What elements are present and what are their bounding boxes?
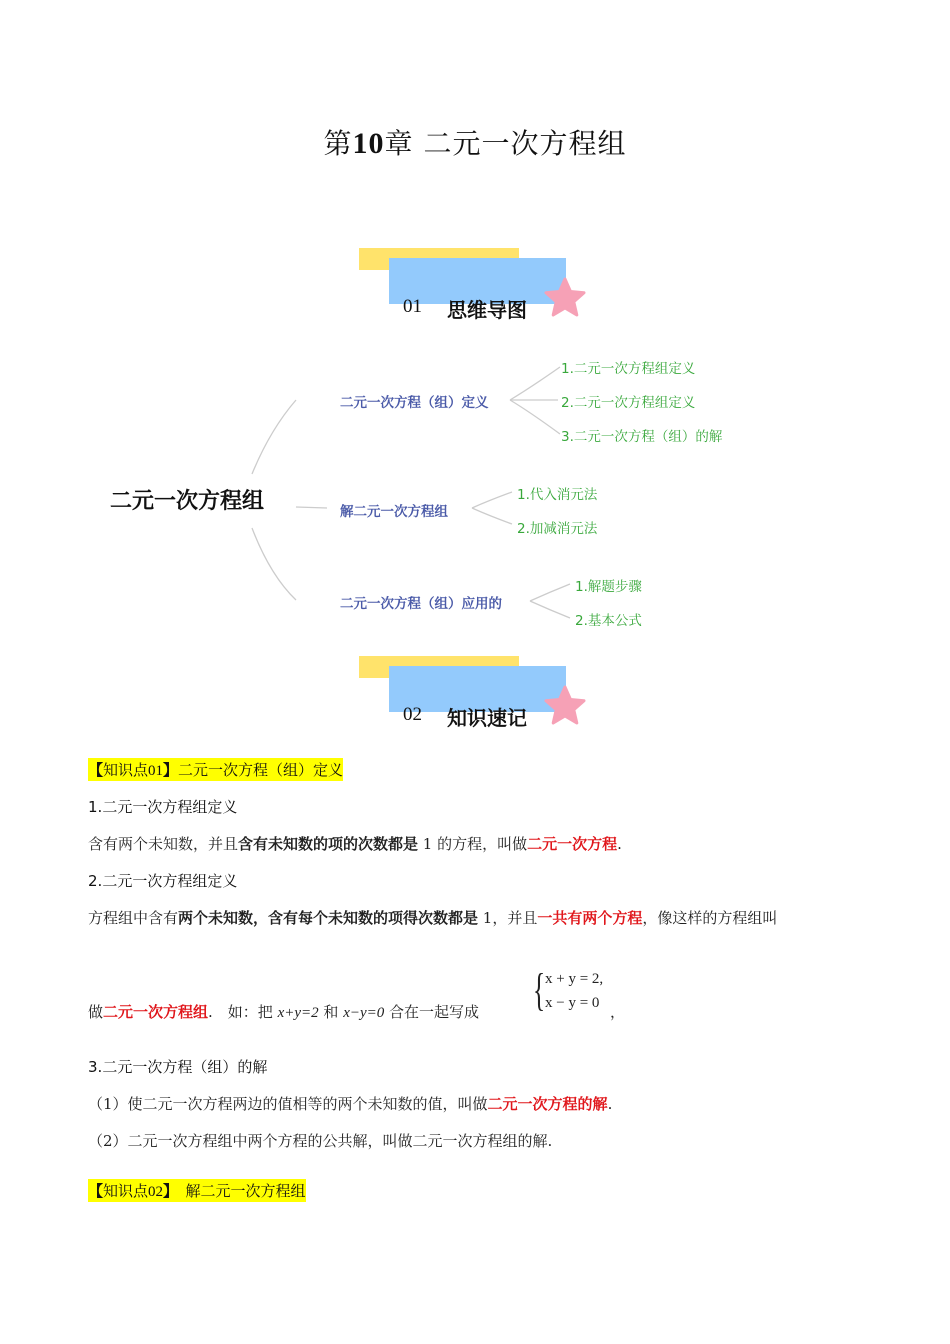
highlight-text: 一共有两个方程 xyxy=(537,909,643,927)
text: . xyxy=(607,1095,613,1113)
section-number: 01 xyxy=(403,296,422,317)
solution-paragraph xyxy=(88,1093,612,1114)
mind-map-branch: 解二元一次方程组 xyxy=(340,504,448,520)
bracket-open: 【 xyxy=(88,761,104,779)
text: 做 xyxy=(88,1003,104,1021)
mind-map-leaf: 2.加减消元法 xyxy=(517,521,598,537)
kp-number: 01 xyxy=(148,763,164,779)
mind-map-leaf: 3.二元一次方程（组）的解 xyxy=(561,429,723,445)
mind-map-branch: 二元一次方程（组）定义 xyxy=(340,395,489,411)
text: （1）使二元一次方程两边的值相等的两个未知数的值，叫做 xyxy=(88,1095,488,1113)
text: 含有两个未知数，并且 xyxy=(88,835,239,853)
text: 1 xyxy=(418,835,438,853)
mind-map-leaf: 1.二元一次方程组定义 xyxy=(561,361,696,377)
definition-paragraph xyxy=(88,833,622,854)
text: 和 xyxy=(318,1003,344,1021)
star-icon xyxy=(543,276,587,320)
solution-paragraph: （2）二元一次方程组中两个方程的公共解，叫做二元一次方程组的解. xyxy=(88,1132,553,1150)
mind-map-root: 二元一次方程组 xyxy=(110,489,265,514)
mind-map-leaf: 2.二元一次方程组定义 xyxy=(561,395,696,411)
text: . 如：把 xyxy=(208,1003,278,1021)
highlight-text: 二元一次方程的解 xyxy=(487,1095,608,1113)
kp-title: 解二元一次方程组 xyxy=(170,1182,306,1200)
left-brace: { xyxy=(533,964,546,1015)
example-paragraph xyxy=(88,1001,479,1022)
text: . xyxy=(617,835,622,853)
kp-title: 二元一次方程（组）定义 xyxy=(178,761,344,779)
star-icon xyxy=(543,684,587,728)
mind-map-branch: 二元一次方程（组）应用的 xyxy=(340,596,502,612)
item-heading xyxy=(88,1056,267,1077)
mind-map-leaf: 2.基本公式 xyxy=(575,613,642,629)
section-label: 思维导图 xyxy=(447,298,527,322)
item-heading xyxy=(88,796,237,817)
section-number: 02 xyxy=(403,704,422,725)
heading-number: 1. xyxy=(88,798,103,816)
highlight-text: 二元一次方程 xyxy=(527,835,618,853)
mind-map-leaf: 1.代入消元法 xyxy=(517,487,598,503)
mind-map-leaf: 1.解题步骤 xyxy=(575,579,642,595)
item-heading xyxy=(88,870,237,891)
section-label: 知识速记 xyxy=(447,706,527,730)
bold-text: 两个未知数，含有每个未知数的项得次数都是 xyxy=(178,909,479,927)
mind-map xyxy=(0,340,950,640)
definition-paragraph xyxy=(88,907,777,928)
bold-text: 含有未知数的项的次数都是 xyxy=(238,835,419,853)
bracket-close: 】 xyxy=(163,761,179,779)
text: 方程组中含有 xyxy=(88,909,179,927)
knowledge-point-tag xyxy=(88,758,343,781)
equation-line: x + y = 2, xyxy=(545,971,604,987)
section-header-mindmap xyxy=(355,248,595,328)
kp-prefix: 知识点 xyxy=(103,1182,149,1200)
heading-text: 二元一次方程（组）的解 xyxy=(102,1058,268,1076)
chapter-number: 10 xyxy=(352,127,385,160)
title-prefix: 第 xyxy=(323,127,353,160)
heading-number: 2. xyxy=(88,872,103,890)
knowledge-point-tag xyxy=(88,1179,306,1202)
text: 1，并且 xyxy=(478,909,538,927)
kp-number: 02 xyxy=(148,1184,164,1200)
text: 合在一起写成 xyxy=(384,1003,480,1021)
trailing-comma: ， xyxy=(610,1003,626,1021)
text: 的方程，叫做 xyxy=(437,835,528,853)
title-suffix: 章 二元一次方程组 xyxy=(384,127,627,160)
heading-text: 二元一次方程组定义 xyxy=(102,872,238,890)
equation: x+y=2 xyxy=(277,1005,319,1021)
heading-number: 3. xyxy=(88,1058,103,1076)
equation-line: x − y = 0 xyxy=(545,995,600,1011)
highlight-text: 二元一次方程组 xyxy=(103,1003,209,1021)
text: ，像这样的方程组叫 xyxy=(642,909,778,927)
equation: x−y=0 xyxy=(343,1005,385,1021)
kp-prefix: 知识点 xyxy=(103,761,149,779)
bracket-close: 】 xyxy=(163,1182,171,1200)
section-header-knowledge xyxy=(355,656,595,736)
page-title xyxy=(0,122,950,162)
bracket-open: 【 xyxy=(88,1182,104,1200)
heading-text: 二元一次方程组定义 xyxy=(102,798,238,816)
